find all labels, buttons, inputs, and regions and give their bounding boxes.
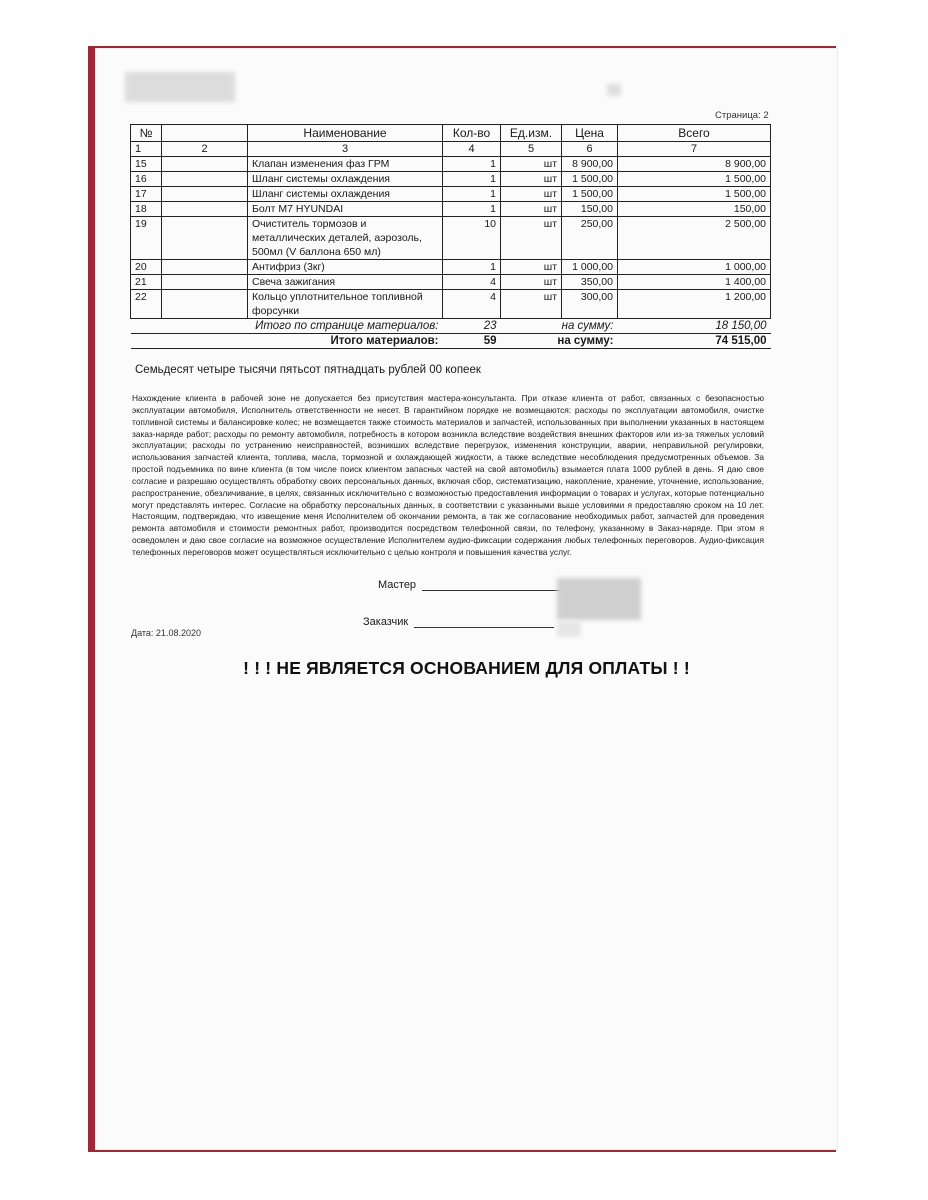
row-price: 150,00 xyxy=(562,202,618,217)
row-code xyxy=(162,217,248,260)
row-qty: 1 xyxy=(443,172,501,187)
row-code xyxy=(162,202,248,217)
row-number: 18 xyxy=(131,202,162,217)
header-qty: Кол-во xyxy=(443,125,501,142)
header-code xyxy=(162,125,248,142)
document-date: Дата: 21.08.2020 xyxy=(131,628,201,638)
row-number: 21 xyxy=(131,275,162,290)
row-total: 2 500,00 xyxy=(618,217,771,260)
master-signature-line xyxy=(422,590,562,591)
row-total: 1 000,00 xyxy=(618,260,771,275)
row-price: 1 500,00 xyxy=(562,187,618,202)
redacted-signature xyxy=(557,578,641,620)
row-code xyxy=(162,260,248,275)
customer-signature-line xyxy=(414,627,554,628)
row-number: 20 xyxy=(131,260,162,275)
row-price: 250,00 xyxy=(562,217,618,260)
table-row xyxy=(131,157,771,172)
row-name: Болт M7 HYUNDAI xyxy=(248,202,443,217)
row-name: Очиститель тормозов и металлических деталей, аэрозоль, 500мл (V баллона 650 мл) xyxy=(248,217,443,260)
grand-total-label: Итого материалов: xyxy=(131,334,443,349)
col-num: 7 xyxy=(618,142,771,157)
col-num: 2 xyxy=(162,142,248,157)
table-row xyxy=(131,290,771,319)
grand-total-sum: 74 515,00 xyxy=(618,334,771,349)
row-unit: шт xyxy=(501,202,562,217)
page-total-label: Итого по странице материалов: xyxy=(131,319,443,334)
col-num: 4 xyxy=(443,142,501,157)
row-qty: 1 xyxy=(443,157,501,172)
row-code xyxy=(162,157,248,172)
row-unit: шт xyxy=(501,260,562,275)
row-qty: 1 xyxy=(443,260,501,275)
amount-in-words: Семьдесят четыре тысячи пятьсот пятнадцать рублей 00 копеек xyxy=(135,364,481,376)
row-price: 300,00 xyxy=(562,290,618,319)
header-number: № xyxy=(131,125,162,142)
grand-total-sum-label: на сумму: xyxy=(501,334,618,349)
row-unit: шт xyxy=(501,187,562,202)
header-unit: Ед.изм. xyxy=(501,125,562,142)
row-unit: шт xyxy=(501,275,562,290)
col-num: 1 xyxy=(131,142,162,157)
master-label: Мастер xyxy=(378,579,417,591)
row-price: 350,00 xyxy=(562,275,618,290)
document-page xyxy=(95,48,838,1150)
col-num: 5 xyxy=(501,142,562,157)
header-name: Наименование xyxy=(248,125,443,142)
row-total: 1 200,00 xyxy=(618,290,771,319)
row-total: 8 900,00 xyxy=(618,157,771,172)
row-qty: 4 xyxy=(443,290,501,319)
page-total-sum-label: на сумму: xyxy=(501,319,618,334)
page-total-sum: 18 150,00 xyxy=(618,319,771,334)
page-number: Страница: 2 xyxy=(715,110,769,121)
row-unit: шт xyxy=(501,157,562,172)
table-header-row xyxy=(131,125,771,142)
column-number-row xyxy=(131,142,771,157)
row-name: Антифриз (3кг) xyxy=(248,260,443,275)
row-number: 22 xyxy=(131,290,162,319)
row-code xyxy=(162,187,248,202)
payment-warning: ! ! ! НЕ ЯВЛЯЕТСЯ ОСНОВАНИЕМ ДЛЯ ОПЛАТЫ ! ! xyxy=(243,658,690,678)
customer-signature xyxy=(363,616,554,628)
table-row xyxy=(131,202,771,217)
row-price: 1 500,00 xyxy=(562,172,618,187)
customer-label: Заказчик xyxy=(363,616,409,628)
table-row xyxy=(131,187,771,202)
row-number: 19 xyxy=(131,217,162,260)
materials-table xyxy=(130,124,771,349)
row-code xyxy=(162,172,248,187)
grand-total-qty: 59 xyxy=(443,334,501,349)
col-num: 3 xyxy=(248,142,443,157)
table-row xyxy=(131,260,771,275)
redacted-mark xyxy=(557,621,581,637)
col-num: 6 xyxy=(562,142,618,157)
row-name: Шланг системы охлаждения xyxy=(248,172,443,187)
master-signature xyxy=(378,579,562,591)
table-row xyxy=(131,172,771,187)
grand-total-row xyxy=(131,334,771,349)
redacted-mark xyxy=(607,84,621,96)
page-total-qty: 23 xyxy=(443,319,501,334)
row-name: Шланг системы охлаждения xyxy=(248,187,443,202)
row-price: 1 000,00 xyxy=(562,260,618,275)
redacted-header xyxy=(125,72,235,102)
row-total: 150,00 xyxy=(618,202,771,217)
row-number: 15 xyxy=(131,157,162,172)
row-name: Свеча зажигания xyxy=(248,275,443,290)
row-name: Кольцо уплотнительное топливной форсунки xyxy=(248,290,443,319)
row-qty: 4 xyxy=(443,275,501,290)
row-number: 17 xyxy=(131,187,162,202)
row-total: 1 500,00 xyxy=(618,187,771,202)
header-price: Цена xyxy=(562,125,618,142)
row-price: 8 900,00 xyxy=(562,157,618,172)
row-number: 16 xyxy=(131,172,162,187)
row-qty: 1 xyxy=(443,202,501,217)
terms-notice: Нахождение клиента в рабочей зоне не допускается без присутствия мастера-консультанта. При отказе клиента от работ, связанных с безопасностью эксплуатации автомобиля, Исполнитель ответственности не несет. В гарантийном порядке не возмещаются: расходы по эксплуатации автомобиля, очистке топливной системы и балансировке колес; не возмещается также стоимость материалов и запчастей, использованных при выполнении указанных в настоящем заказ-наряде работ; расходы по ремонту автомобиля, потребность в котором возникла вследствие воздействия внешних факторов или из-за тяжелых условий эксплуатации; расходы по устранению неисправностей, возникших вследствие перегрузок, изменения конструкции, аварии, неправильной регулировки, использования запчастей клиента, топлива, масла, тормозной и охлаждающей жидкости, а также вследствие несоблюдения предусмотренных объемов. За простой подъемника по вине клиента (в том числе поиск клиентом запасных частей на свой автомобиль) взымается плата 1000 рублей в день. Я даю свое согласие и разрешаю осуществлять обработку своих персональных данных, включая сбор, систематизацию, накопление, хранение, уточнение, использование, распространение, обезличивание, в целях, связанных исключительно с возможностью предоставления информации о товарах и услугах, которые потенциально могут представлять интерес. Согласие на обработку персональных данных, в соответствии с указанными выше условиями я предоставляю сроком на 10 лет. Настоящим, подтверждаю, что извещение меня Исполнителем об окончании ремонта, а так же согласование необходимых работ, запчастей для проведения ремонта автомобиля и стоимости ремонтных работ, производится посредством телефонной связи, по телефону, указанному в Заказ-наряде. При этом я осведомлен и даю свое согласие на возможное осуществление Исполнителем аудио-фиксации содержания любых телефонных переговоров. Аудио-фиксация телефонных переговоров может осуществляться исключительно с целью контроля и повышения качества услуг. xyxy=(132,393,764,557)
row-qty: 1 xyxy=(443,187,501,202)
row-qty: 10 xyxy=(443,217,501,260)
row-unit: шт xyxy=(501,290,562,319)
row-code xyxy=(162,290,248,319)
row-total: 1 500,00 xyxy=(618,172,771,187)
table-row xyxy=(131,275,771,290)
row-code xyxy=(162,275,248,290)
row-unit: шт xyxy=(501,217,562,260)
row-unit: шт xyxy=(501,172,562,187)
table-row xyxy=(131,217,771,260)
header-total: Всего xyxy=(618,125,771,142)
row-name: Клапан изменения фаз ГРМ xyxy=(248,157,443,172)
row-total: 1 400,00 xyxy=(618,275,771,290)
page-total-row xyxy=(131,319,771,334)
